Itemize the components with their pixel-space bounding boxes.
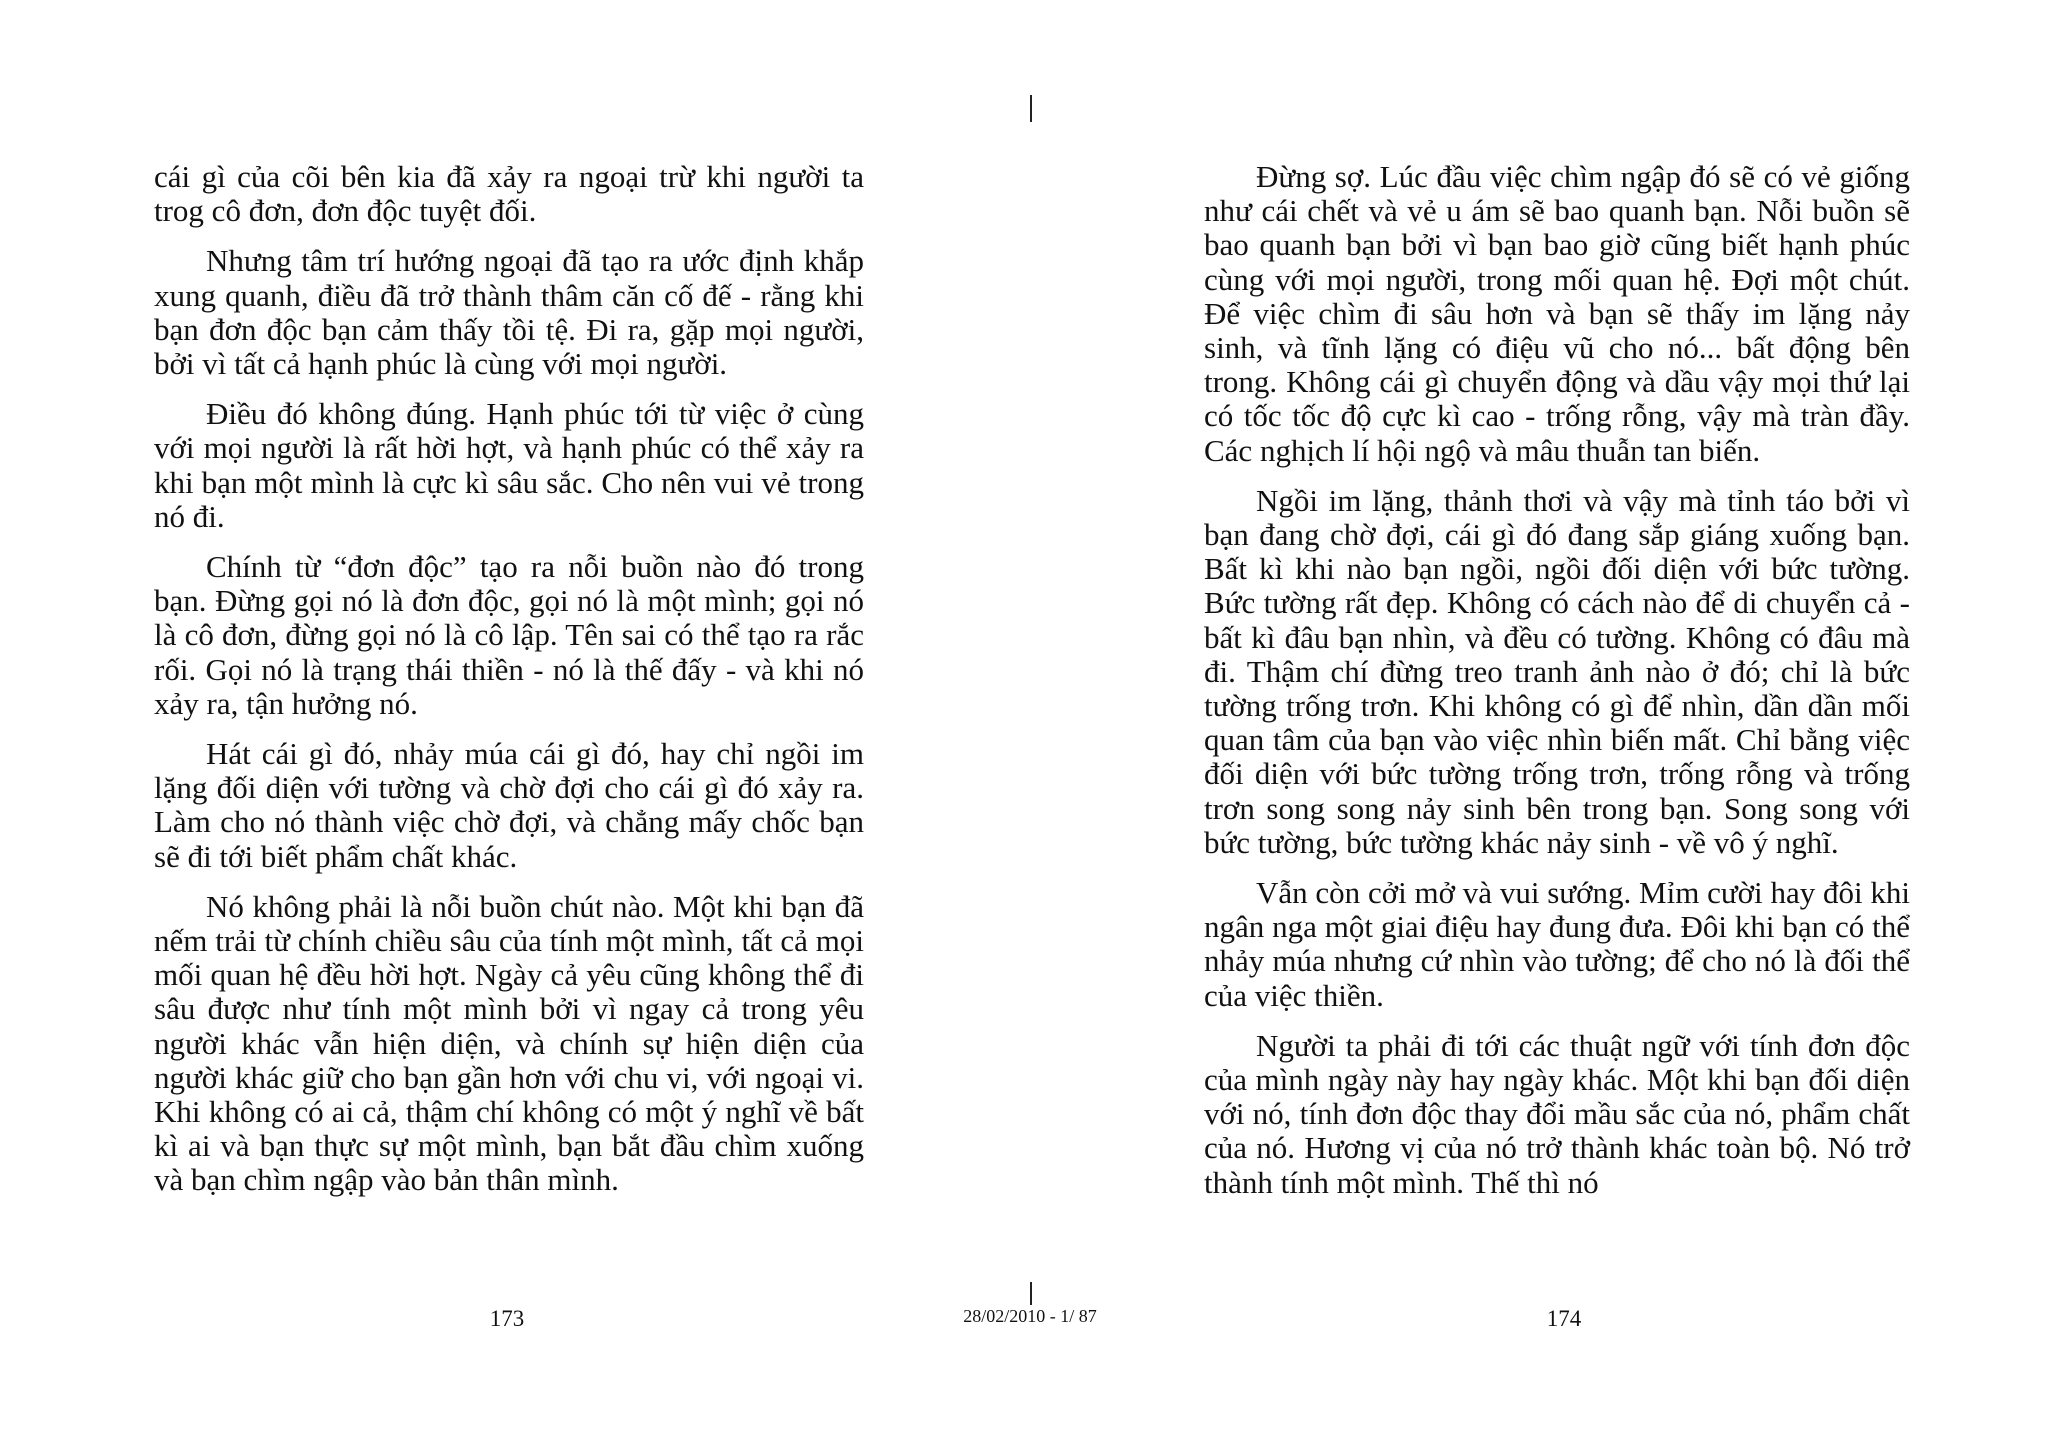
left-paragraph-6: Nó không phải là nỗi buồn chút nào. Một khi bạn đã nếm trải từ chính chiều sâu của tính một mình, tất cả mọi mối quan hệ đều hời hợt. Ngày cả yêu cũng không thể đi sâu được như tính một mình bởi vì ngay cả trong yêu người khác vẫn hiện diện, và chính sự hiện diện của người khác giữ cho bạn gần hơn với chu vi, với ngoại vi. Khi không có ai cả, thậm chí không có một ý nghĩ về bất kì ai và bạn thực sự một mình, bạn bắt đầu chìm xuống và bạn chìm ngập vào bản thân mình. [154,888,864,1198]
left-paragraph-1: cái gì của cõi bên kia đã xảy ra ngoại trừ khi người ta trog cô đơn, đơn độc tuyệt đối. [154,159,864,229]
right-paragraph-2: Ngồi im lặng, thảnh thơi và vậy mà tỉnh táo bởi vì bạn đang chờ đợi, cái gì đó đang sắp giáng xuống bạn. Bất kì khi nào bạn ngồi, ngồi đối diện với bức tường. Bức tường rất đẹp. Không có cách nào để di chuyển cả - bất kì đâu bạn nhìn, và đều có tường. Không có đâu mà đi. Thậm chí đừng treo tranh ảnh nào ở đó; chỉ là bức tường trống trơn. Khi không có gì để nhìn, dần dần mối quan tâm của bạn vào việc nhìn biến mất. Chỉ bằng việc đối diện với bức tường trống trơn, trống rỗng và trống trơn song song nảy sinh bên trong bạn. Song song với bức tường, bức tường khác nảy sinh - về vô ý nghĩ. [1204,482,1910,860]
right-paragraph-4: Người ta phải đi tới các thuật ngữ với tính đơn độc của mình ngày này hay ngày khác. Một khi bạn đối diện với nó, tính đơn độc thay đổi mầu sắc của nó, phẩm chất của nó. Hương vị của nó trở thành khác toàn bộ. Nó trở thành tính một mình. Thế thì nó [1204,1027,1910,1200]
left-paragraph-2: Nhưng tâm trí hướng ngoại đã tạo ra ước định khắp xung quanh, điều đã trở thành thâm căn cố đế - rằng khi bạn đơn độc bạn cảm thấy tồi tệ. Đi ra, gặp mọi người, bởi vì tất cả hạnh phúc là cùng với mọi người. [154,243,864,382]
right-paragraph-3: Vẫn còn cởi mở và vui sướng. Mỉm cười hay đôi khi ngân nga một giai điệu hay đung đưa. Đôi khi bạn có thể nhảy múa nhưng cứ nhìn vào tường; để cho nó là đối thể của việc thiền. [1204,875,1910,1013]
right-page-text [1204,160,1910,1216]
left-page-text [154,160,864,1214]
footer-date: 28/02/2010 - 1/ 87 [963,1306,1097,1326]
left-paragraph-4: Chính từ “đơn độc” tạo ra nỗi buồn nào đó trong bạn. Đừng gọi nó là đơn độc, gọi nó là một mình; gọi nó là cô đơn, đừng gọi nó là cô lập. Tên sai có thể tạo ra rắc rối. Gọi nó là trạng thái thiền - nó là thế đấy - và khi nó xảy ra, tận hưởng nó. [154,549,864,721]
center-bottom-mark [1030,1282,1032,1305]
center-top-mark [1030,95,1032,122]
left-paragraph-5: Hát cái gì đó, nhảy múa cái gì đó, hay chỉ ngồi im lặng đối diện với tường và chờ đợi cho cái gì đó xảy ra. Làm cho nó thành việc chờ đợi, và chẳng mấy chốc bạn sẽ đi tới biết phẩm chất khác. [154,736,864,874]
right-paragraph-1: Đừng sợ. Lúc đầu việc chìm ngập đó sẽ có vẻ giống như cái chết và vẻ u ám sẽ bao quanh bạn. Nỗi buồn sẽ bao quanh bạn bởi vì bạn bao giờ cũng biết hạnh phúc cùng với mọi người, trong mối quan hệ. Đợi một chút. Để việc chìm đi sâu hơn và bạn sẽ thấy im lặng nảy sinh, và tĩnh lặng có điệu vũ cho nó... bất động bên trong. Không cái gì chuyển động và dầu vậy mọi thứ lại có tốc tốc độ cực kì cao - trống rỗng, vậy mà tràn đầy. Các nghịch lí hội ngộ và mâu thuẫn tan biến. [1204,159,1910,468]
page-number-left: 173 [489,1306,525,1331]
page-number-right: 174 [1546,1306,1582,1331]
left-paragraph-3: Điều đó không đúng. Hạnh phúc tới từ việc ở cùng với mọi người là rất hời hợt, và hạnh phúc có thể xảy ra khi bạn một mình là cực kì sâu sắc. Cho nên vui vẻ trong nó đi. [154,396,864,534]
